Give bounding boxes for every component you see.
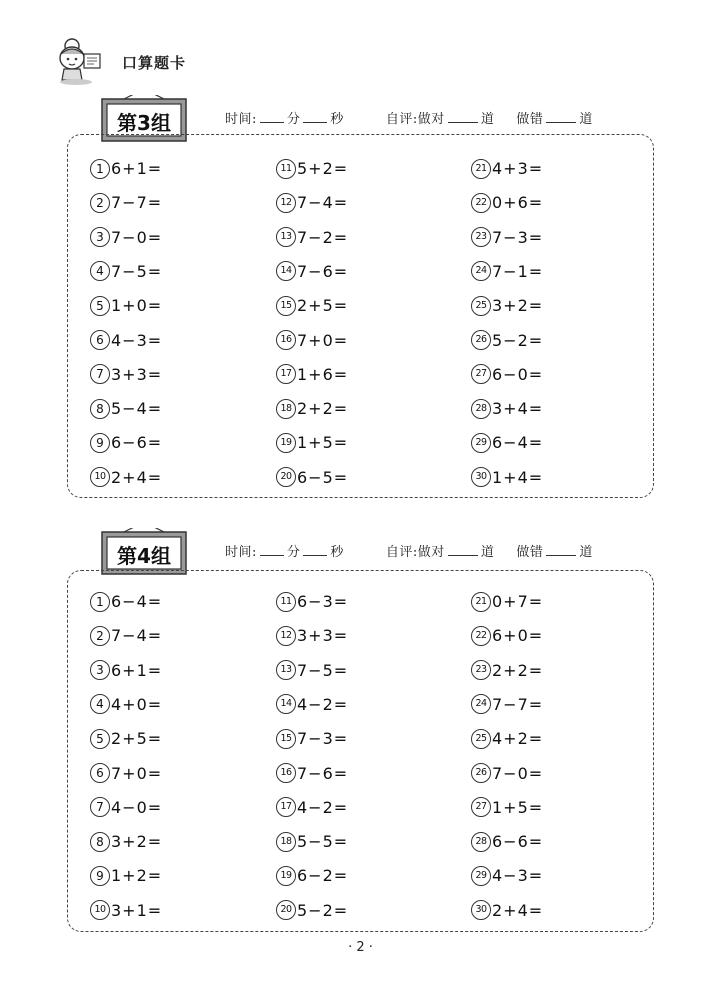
problem-number: 24 — [471, 261, 491, 281]
problem-number: 15 — [276, 729, 296, 749]
problem-expression: 2+5= — [297, 296, 349, 316]
problem-number: 19 — [276, 433, 296, 453]
problem-number: 16 — [276, 330, 296, 350]
problem-expression: 7−6= — [297, 261, 349, 281]
problem-number: 2 — [90, 193, 110, 213]
problem-expression: 7−1= — [492, 261, 544, 281]
problem-expression: 1+0= — [111, 296, 163, 316]
problem-number: 13 — [276, 227, 296, 247]
problem-expression: 5−2= — [492, 330, 544, 350]
dao-label: 道 — [480, 545, 495, 560]
problem-number: 26 — [471, 330, 491, 350]
problem-number: 30 — [471, 467, 491, 487]
problem-number: 9 — [90, 433, 110, 453]
problem-item — [276, 261, 348, 285]
page-title: 口算题卡 — [122, 54, 187, 72]
problem-item — [90, 694, 162, 718]
problem-item — [471, 865, 543, 889]
correct-blank[interactable] — [448, 545, 478, 556]
problem-item — [90, 467, 162, 491]
problem-number: 23 — [471, 660, 491, 680]
group-label: 第3组 — [117, 111, 171, 135]
page-number: · 2 · — [348, 940, 373, 955]
problem-number: 13 — [276, 660, 296, 680]
minute-label: 分 — [286, 112, 301, 127]
problem-item — [90, 261, 162, 285]
problem-item — [276, 192, 348, 216]
problem-expression: 1+2= — [111, 866, 163, 886]
wrong-label: 做错 — [516, 112, 544, 127]
time-label: 时间: — [225, 545, 257, 560]
problem-expression: 2+4= — [492, 900, 544, 920]
wrong-blank[interactable] — [546, 112, 576, 123]
problem-item — [471, 728, 543, 752]
problem-item — [471, 763, 543, 787]
problem-item — [276, 728, 348, 752]
wrong-blank[interactable] — [546, 545, 576, 556]
problem-item — [471, 831, 543, 855]
problem-number: 18 — [276, 832, 296, 852]
problem-number: 12 — [276, 193, 296, 213]
problem-number: 18 — [276, 399, 296, 419]
problem-item — [90, 364, 162, 388]
problem-item — [90, 158, 162, 182]
problem-number: 23 — [471, 227, 491, 247]
score-info — [225, 108, 593, 127]
problem-expression: 0+6= — [492, 193, 544, 213]
problem-item — [471, 694, 543, 718]
problem-expression: 3+4= — [492, 399, 544, 419]
problem-number: 2 — [90, 626, 110, 646]
problem-expression: 6+0= — [492, 626, 544, 646]
problem-number: 4 — [90, 261, 110, 281]
problem-number: 8 — [90, 399, 110, 419]
problem-item — [90, 660, 162, 684]
minutes-blank[interactable] — [260, 112, 284, 123]
problem-number: 30 — [471, 900, 491, 920]
problem-number: 26 — [471, 763, 491, 783]
problem-expression: 4+3= — [492, 159, 544, 178]
dao-label-2: 道 — [579, 112, 593, 127]
problem-expression: 3+1= — [111, 900, 163, 920]
problem-number: 1 — [90, 159, 110, 179]
problem-number: 14 — [276, 261, 296, 281]
problem-expression: 5−5= — [297, 832, 349, 852]
problem-item — [276, 625, 348, 649]
problem-expression: 7−3= — [297, 729, 349, 749]
problem-number: 24 — [471, 694, 491, 714]
problem-item — [90, 900, 162, 924]
problem-expression: 5+2= — [297, 159, 349, 178]
problem-item — [471, 330, 543, 354]
problem-expression: 6+1= — [111, 660, 163, 680]
problem-number: 4 — [90, 694, 110, 714]
correct-blank[interactable] — [448, 112, 478, 123]
problem-number: 11 — [276, 159, 296, 179]
problem-expression: 7+0= — [111, 763, 163, 783]
problem-number: 11 — [276, 592, 296, 612]
problem-expression: 7−7= — [111, 193, 163, 213]
problem-item — [276, 763, 348, 787]
problem-expression: 3+3= — [111, 364, 163, 384]
problem-item — [276, 591, 348, 615]
problem-expression: 6−2= — [297, 866, 349, 886]
problem-item — [90, 227, 162, 251]
problem-number: 14 — [276, 694, 296, 714]
problem-number: 6 — [90, 763, 110, 783]
problem-number: 5 — [90, 296, 110, 316]
problem-expression: 6−3= — [297, 592, 349, 611]
problem-item — [471, 261, 543, 285]
time-label: 时间: — [225, 112, 257, 127]
problem-expression: 7−7= — [492, 694, 544, 714]
problem-number: 10 — [90, 900, 110, 920]
problem-item — [276, 330, 348, 354]
problem-expression: 4−3= — [111, 330, 163, 350]
problem-number: 22 — [471, 193, 491, 213]
seconds-blank[interactable] — [303, 112, 327, 123]
problem-number: 29 — [471, 433, 491, 453]
problem-number: 12 — [276, 626, 296, 646]
second-label: 秒 — [330, 545, 344, 560]
problem-item — [471, 900, 543, 924]
problem-expression: 7−5= — [297, 660, 349, 680]
problem-expression: 7+0= — [297, 330, 349, 350]
problem-expression: 2+4= — [111, 467, 163, 487]
problem-item — [276, 865, 348, 889]
problem-number: 29 — [471, 866, 491, 886]
problem-expression: 6−6= — [111, 433, 163, 453]
problem-expression: 7−0= — [111, 227, 163, 247]
problem-item — [276, 398, 348, 422]
problem-number: 17 — [276, 364, 296, 384]
problem-expression: 4+0= — [111, 694, 163, 714]
problem-expression: 7−6= — [297, 763, 349, 783]
problem-item — [471, 591, 543, 615]
problem-item — [90, 398, 162, 422]
problem-number: 10 — [90, 467, 110, 487]
problem-number: 27 — [471, 364, 491, 384]
minute-label: 分 — [286, 545, 301, 560]
dao-label-2: 道 — [579, 545, 593, 560]
problem-item — [276, 900, 348, 924]
problem-item — [471, 467, 543, 491]
problem-item — [90, 763, 162, 787]
problem-item — [471, 432, 543, 456]
problem-number: 15 — [276, 296, 296, 316]
problem-item — [471, 364, 543, 388]
problem-item — [90, 330, 162, 354]
problem-expression: 5−4= — [111, 399, 163, 419]
problem-expression: 4+2= — [492, 729, 544, 749]
problem-expression: 6−0= — [492, 364, 544, 384]
problem-item — [276, 364, 348, 388]
problem-item — [90, 865, 162, 889]
problem-expression: 4−3= — [492, 866, 544, 886]
problem-expression: 3+3= — [297, 626, 349, 646]
problem-item — [471, 660, 543, 684]
problem-expression: 4−0= — [111, 797, 163, 817]
problem-expression: 7−2= — [297, 227, 349, 247]
group-label: 第4组 — [117, 544, 171, 568]
dao-label: 道 — [480, 112, 495, 127]
problem-item — [90, 831, 162, 855]
problem-item — [471, 625, 543, 649]
problem-item — [90, 432, 162, 456]
problem-expression: 2+2= — [492, 660, 544, 680]
problem-number: 5 — [90, 729, 110, 749]
problem-item — [90, 295, 162, 319]
wrong-label: 做错 — [516, 545, 544, 560]
problem-expression: 3+2= — [492, 296, 544, 316]
problem-number: 21 — [471, 159, 491, 179]
problem-expression: 2+2= — [297, 399, 349, 419]
problem-expression: 7−5= — [111, 261, 163, 281]
problem-number: 16 — [276, 763, 296, 783]
problem-item — [276, 694, 348, 718]
problem-number: 7 — [90, 364, 110, 384]
minutes-blank[interactable] — [260, 545, 284, 556]
problem-number: 9 — [90, 866, 110, 886]
problem-number: 25 — [471, 729, 491, 749]
problem-expression: 3+2= — [111, 832, 163, 852]
problem-item — [276, 158, 348, 182]
seconds-blank[interactable] — [303, 545, 327, 556]
problem-number: 20 — [276, 900, 296, 920]
problem-number: 3 — [90, 227, 110, 247]
group-sign — [100, 528, 188, 576]
problem-expression: 7−4= — [297, 193, 349, 213]
problem-item — [471, 192, 543, 216]
problem-item — [276, 227, 348, 251]
page-header — [58, 36, 258, 86]
eval-label: 自评:做对 — [385, 112, 445, 127]
problem-expression: 6−4= — [111, 592, 163, 611]
problem-number: 6 — [90, 330, 110, 350]
problem-number: 20 — [276, 467, 296, 487]
problem-expression: 6+1= — [111, 159, 163, 178]
problem-item — [471, 398, 543, 422]
problem-item — [276, 432, 348, 456]
problem-expression: 4−2= — [297, 694, 349, 714]
problem-number: 7 — [90, 797, 110, 817]
problem-item — [90, 625, 162, 649]
problem-item — [90, 591, 162, 615]
problem-item — [471, 797, 543, 821]
problem-expression: 6−5= — [297, 467, 349, 487]
girl-mascot-icon — [58, 36, 118, 86]
problem-expression: 5−2= — [297, 900, 349, 920]
problem-number: 8 — [90, 832, 110, 852]
problem-number: 28 — [471, 832, 491, 852]
problem-expression: 1+5= — [297, 433, 349, 453]
problem-number: 22 — [471, 626, 491, 646]
eval-label: 自评:做对 — [385, 545, 445, 560]
problem-expression: 2+5= — [111, 729, 163, 749]
problem-expression: 7−4= — [111, 626, 163, 646]
problem-item — [90, 728, 162, 752]
problem-item — [276, 467, 348, 491]
score-info — [225, 541, 593, 560]
problem-item — [471, 295, 543, 319]
problem-expression: 7−3= — [492, 227, 544, 247]
problem-item — [90, 192, 162, 216]
problem-expression: 6−4= — [492, 433, 544, 453]
problem-number: 28 — [471, 399, 491, 419]
second-label: 秒 — [330, 112, 344, 127]
problem-number: 17 — [276, 797, 296, 817]
problem-item — [276, 660, 348, 684]
problem-expression: 1+6= — [297, 364, 349, 384]
problem-item — [276, 831, 348, 855]
problem-number: 21 — [471, 592, 491, 612]
problem-expression: 4−2= — [297, 797, 349, 817]
problem-expression: 0+7= — [492, 592, 544, 611]
problem-item — [276, 295, 348, 319]
problem-item — [471, 158, 543, 182]
problem-expression: 7−0= — [492, 763, 544, 783]
problem-number: 19 — [276, 866, 296, 886]
problem-number: 3 — [90, 660, 110, 680]
problem-expression: 1+4= — [492, 467, 544, 487]
problem-item — [276, 797, 348, 821]
problem-item — [471, 227, 543, 251]
problem-number: 27 — [471, 797, 491, 817]
problem-number: 1 — [90, 592, 110, 612]
problem-item — [90, 797, 162, 821]
problem-number: 25 — [471, 296, 491, 316]
problem-expression: 6−6= — [492, 832, 544, 852]
problem-expression: 1+5= — [492, 797, 544, 817]
